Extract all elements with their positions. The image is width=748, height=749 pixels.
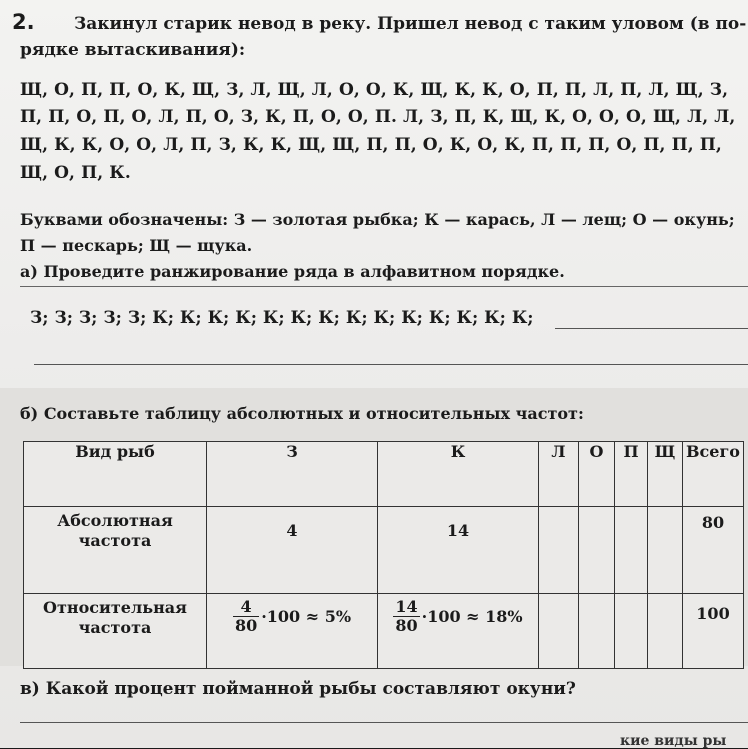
rel-value-z bbox=[207, 594, 378, 669]
header-cell: З bbox=[207, 442, 378, 507]
abs-value-total: 80 bbox=[683, 507, 744, 594]
fraction-denominator: 80 bbox=[395, 616, 418, 635]
question-v: в) Какой процент пойманной рыбы составляют окуни? bbox=[20, 679, 576, 699]
catch-sequence-line: П, П, О, П, О, Л, П, О, З, К, П, О, О, П. Л, З, П, К, Щ, К, О, О, О, Щ, Л, Л, bbox=[20, 107, 736, 127]
rel-value-o[interactable] bbox=[579, 594, 615, 669]
catch-sequence-line: Щ, К, К, О, О, Л, П, З, К, К, Щ, Щ, П, П, О, К, О, К, П, П, П, О, П, П, П, bbox=[20, 135, 722, 155]
row-label-absolute: Абсолютная частота bbox=[24, 507, 207, 594]
table-header-row bbox=[24, 442, 744, 507]
row-label-relative: Относительная частота bbox=[24, 594, 207, 669]
rel-value-total: 100 bbox=[683, 594, 744, 669]
task-b-heading: б) Составьте таблицу абсолютных и относительных частот: bbox=[20, 404, 584, 423]
header-cell: Л bbox=[539, 442, 579, 507]
rel-value-k bbox=[378, 594, 539, 669]
percent-expression: ·100 ≈ 18% bbox=[421, 606, 523, 626]
absolute-frequency-row bbox=[24, 507, 744, 594]
answer-a-blank-line bbox=[555, 328, 748, 329]
abs-value-shch[interactable] bbox=[648, 507, 683, 594]
header-cell: О bbox=[579, 442, 615, 507]
frequency-table bbox=[23, 441, 744, 669]
header-cell: П bbox=[615, 442, 648, 507]
answer-a-blank-line-2 bbox=[34, 364, 748, 365]
percent-expression: ·100 ≈ 5% bbox=[261, 606, 352, 626]
fraction-numerator: 4 bbox=[233, 598, 259, 617]
abs-value-p[interactable] bbox=[615, 507, 648, 594]
task-a-underline bbox=[20, 286, 748, 287]
header-cell: Вид рыб bbox=[24, 442, 207, 507]
catch-sequence-line: Щ, О, П, П, О, К, Щ, З, Л, Щ, Л, О, О, К, Щ, К, К, О, П, П, Л, П, Л, Щ, З, bbox=[20, 80, 729, 100]
rel-value-shch[interactable] bbox=[648, 594, 683, 669]
task-a-heading: а) Проведите ранжирование ряда в алфавитном порядке. bbox=[20, 262, 565, 281]
problem-title-line-2: рядке вытаскивания): bbox=[20, 40, 246, 60]
problem-number: 2. bbox=[12, 10, 35, 34]
fraction-denominator: 80 bbox=[234, 616, 258, 635]
relative-frequency-row bbox=[24, 594, 744, 669]
answer-a-text: З; З; З; З; З; К; К; К; К; К; К; К; К; К; К; К; К; К; К; bbox=[30, 308, 534, 328]
fraction bbox=[393, 598, 419, 635]
answer-v-blank-line bbox=[20, 722, 748, 723]
fraction bbox=[233, 598, 259, 635]
fraction-numerator: 14 bbox=[395, 597, 418, 616]
legend-line-1: Буквами обозначены: З — золотая рыбка; К — карась, Л — лещ; О — окунь; bbox=[20, 210, 735, 229]
abs-value-o[interactable] bbox=[579, 507, 615, 594]
catch-sequence-line: Щ, О, П, К. bbox=[20, 163, 131, 183]
header-cell: Всего bbox=[683, 442, 744, 507]
abs-value-k: 14 bbox=[378, 507, 539, 594]
header-cell: К bbox=[378, 442, 539, 507]
rel-value-p[interactable] bbox=[615, 594, 648, 669]
header-cell: Щ bbox=[648, 442, 683, 507]
abs-value-l[interactable] bbox=[539, 507, 579, 594]
abs-value-z: 4 bbox=[207, 507, 378, 594]
problem-title-line-1: Закинул старик невод в реку. Пришел невод с таким уловом (в по- bbox=[74, 14, 747, 34]
rel-value-l[interactable] bbox=[539, 594, 579, 669]
legend-line-2: П — пескарь; Щ — щука. bbox=[20, 236, 253, 255]
cut-off-text: кие виды ры bbox=[620, 733, 727, 749]
